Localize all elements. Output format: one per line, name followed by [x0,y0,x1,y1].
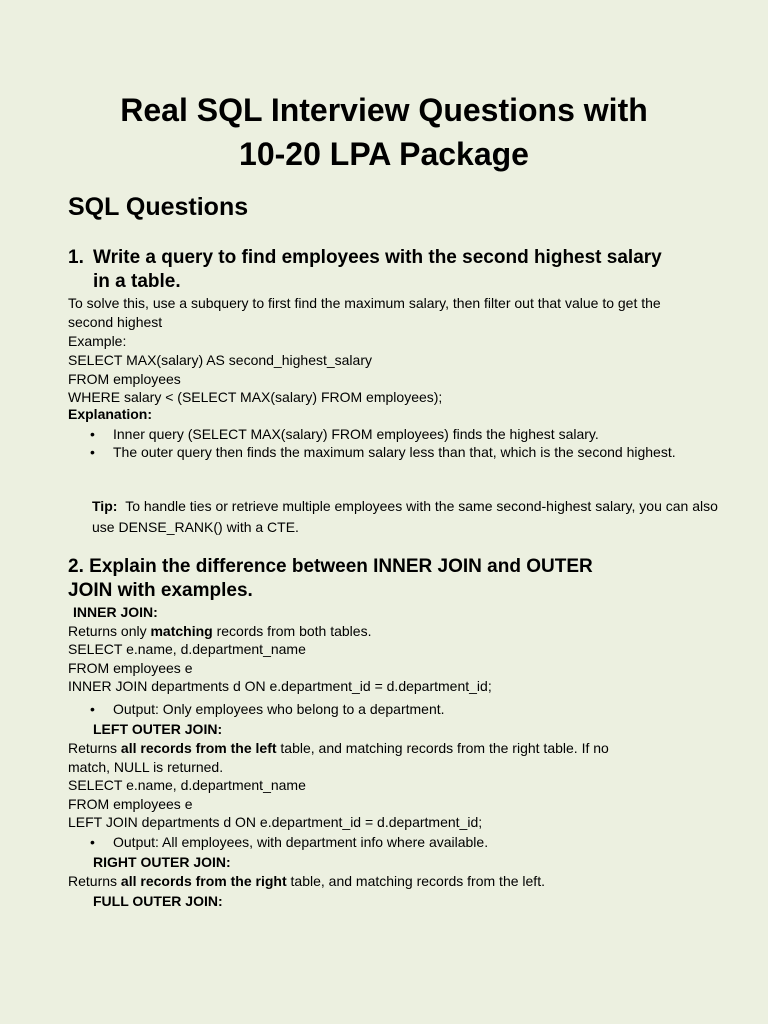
title-line-1: Real SQL Interview Questions with [120,92,648,128]
q1-code-line-1: SELECT MAX(salary) AS second_highest_salary [68,352,372,368]
left-code-line-2: FROM employees e [68,796,193,812]
left-code-line-1: SELECT e.name, d.department_name [68,777,306,793]
inner-desc-pre: Returns only [68,623,151,639]
q1-explanation-label: Explanation: [68,406,153,422]
left-desc-bold: all records from the left [120,740,277,756]
inner-desc-post: records from both tables. [212,623,372,639]
page-title [40,88,728,176]
left-output-bullet [90,833,710,851]
inner-output-text: Output: Only employees who belong to a department. [113,701,445,717]
bullet-icon: • [90,426,95,442]
question-1-heading [68,246,738,294]
q1-tip-text: To handle ties or retrieve multiple employees with the same second-highest salary, you can also use DENSE_RANK() with a CTE. [92,498,718,535]
q1-intro-line-2: second highest [68,314,163,330]
q1-tip-label: Tip: [92,498,118,514]
right-join-label: RIGHT OUTER JOIN: [93,854,231,870]
inner-desc-bold: matching [150,623,213,639]
right-desc-bold: all records from the right [120,873,287,889]
section-heading: SQL Questions [68,193,249,221]
right-desc-pre: Returns [68,873,121,889]
inner-join-description [68,622,748,640]
left-output-text: Output: All employees, with department info where available. [113,834,489,850]
question-2-heading-line-1: Explain the difference between INNER JOIN and OUTER [89,556,593,577]
bullet-icon: • [90,701,95,717]
q1-bullet-1-text: Inner query (SELECT MAX(salary) FROM employees) finds the highest salary. [113,426,599,442]
bullet-icon: • [90,444,95,460]
left-desc-post: table, and matching records from the right table. If no [276,740,609,756]
q1-code-line-2: FROM employees [68,371,181,387]
title-line-2: 10-20 LPA Package [239,136,529,172]
question-2-heading [68,555,738,603]
inner-code-line-3: INNER JOIN departments d ON e.department_id = d.department_id; [68,678,492,694]
left-join-description-line-1 [68,739,748,757]
left-code-line-3: LEFT JOIN departments d ON e.department_id = d.department_id; [68,814,483,830]
question-2-heading-line-2: JOIN with examples. [68,580,253,601]
inner-code-line-1: SELECT e.name, d.department_name [68,641,306,657]
inner-join-label: INNER JOIN: [73,604,158,620]
q1-bullet-2-text: The outer query then finds the maximum salary less than that, which is the second highest. [113,444,676,460]
inner-output-bullet [90,700,710,718]
q1-bullet-2 [90,443,710,461]
q1-tip [92,496,732,538]
left-desc-pre: Returns [68,740,121,756]
right-join-description [68,872,748,890]
full-join-label: FULL OUTER JOIN: [93,893,223,909]
inner-code-line-2: FROM employees e [68,660,193,676]
q1-intro-line-1: To solve this, use a subquery to first find the maximum salary, then filter out that value to get the [68,295,661,311]
right-desc-post: table, and matching records from the left. [286,873,545,889]
q1-code-line-3: WHERE salary < (SELECT MAX(salary) FROM employees); [68,389,443,405]
question-1-heading-line-1: Write a query to find employees with the second highest salary [93,247,662,268]
question-1-number: 1. [68,247,84,268]
q1-bullet-1 [90,425,710,443]
left-join-label: LEFT OUTER JOIN: [93,721,223,737]
bullet-icon: • [90,834,95,850]
question-1-heading-line-2: in a table. [93,271,181,292]
question-2-number: 2. [68,556,84,577]
left-join-description-line-2: match, NULL is returned. [68,759,224,775]
q1-example-label: Example: [68,333,127,349]
